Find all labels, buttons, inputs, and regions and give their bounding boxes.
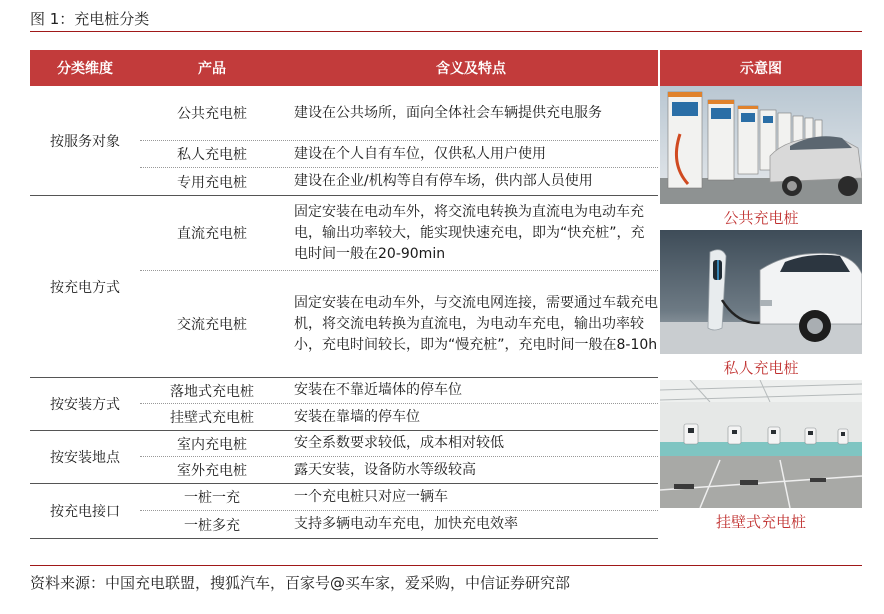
- figure-title: 图 1：充电桩分类: [30, 10, 150, 28]
- table-row: [140, 141, 658, 168]
- dimension-label: 按安装地点: [50, 450, 120, 466]
- product-label: 公共充电桩: [177, 106, 247, 122]
- dimension-label: 按服务对象: [50, 133, 120, 150]
- product-desc: 建设在公共场所，面向全体社会车辆提供充电服务: [294, 104, 602, 121]
- product-desc: 安装在不靠近墙体的停车位: [294, 382, 462, 398]
- table-row: [140, 196, 658, 271]
- product-label: 专用充电桩: [177, 174, 247, 191]
- product-label: 挂壁式充电桩: [170, 410, 254, 426]
- product-desc: 建设在企业/机构等自有停车场，供内部人员使用: [294, 173, 593, 189]
- header-image: 示意图: [660, 50, 862, 86]
- illustration-column: [660, 50, 862, 534]
- caption-public: 公共充电桩: [723, 208, 799, 227]
- group-installation-type: [30, 378, 658, 431]
- product-desc: 建设在个人自有车位，仅供私人用户使用: [294, 145, 546, 162]
- table-row: [140, 457, 658, 483]
- public-charger-photo: [660, 86, 862, 204]
- group-charging-method: [30, 196, 658, 378]
- top-rule: [30, 31, 862, 32]
- table-row: [140, 511, 658, 538]
- product-label: 一桩一充: [184, 490, 240, 506]
- wall-charger-photo: [660, 380, 862, 508]
- header-meaning: 含义及特点: [436, 61, 506, 77]
- table-row: [140, 378, 658, 404]
- caption-wall: 挂壁式充电桩: [715, 512, 806, 531]
- product-desc: 支持多辆电动车充电，加快充电效率: [294, 516, 518, 532]
- header-product: 产品: [198, 61, 226, 77]
- table-row: [140, 168, 658, 195]
- private-charger-photo: [660, 230, 862, 354]
- dimension-label: 按充电方式: [50, 279, 120, 296]
- table-row: [140, 404, 658, 430]
- product-desc: 一个充电桩只对应一辆车: [294, 488, 448, 505]
- product-label: 一桩多充: [184, 517, 240, 534]
- caption-private: 私人充电桩: [723, 358, 799, 377]
- product-label: 落地式充电桩: [170, 383, 254, 400]
- dimension-label: 按充电接口: [50, 504, 120, 520]
- table-row: [140, 271, 658, 377]
- product-label: 直流充电桩: [177, 226, 247, 242]
- product-desc: 露天安装，设备防水等级较高: [294, 461, 476, 478]
- table-header: [30, 50, 658, 86]
- group-charging-interface: [30, 484, 658, 539]
- group-installation-location: [30, 431, 658, 484]
- header-dimension: 分类维度: [57, 61, 113, 77]
- bottom-rule: [30, 565, 862, 566]
- dimension-label: 按安装方式: [50, 397, 120, 413]
- source-note: 资料来源：中国充电联盟，搜狐汽车，百家号@买车家，爱采购，中信证券研究部: [30, 574, 571, 592]
- table-row: [140, 86, 658, 141]
- product-desc: 安装在靠墙的停车位: [294, 408, 420, 425]
- product-label: 室内充电桩: [177, 436, 247, 453]
- product-desc: 固定安装在电动车外，将交流电转换为直流电为电动车充电，输出功率较大，能实现快速充电，即为“快充桩”，充电时间一般在20-90min: [294, 203, 645, 262]
- table-row: [140, 484, 658, 511]
- group-service-target: [30, 86, 658, 196]
- classification-table: [30, 50, 658, 539]
- product-desc: 安全系数要求较低，成本相对较低: [294, 435, 504, 451]
- product-label: 交流充电桩: [177, 317, 247, 333]
- table-row: [140, 431, 658, 457]
- product-desc: 固定安装在电动车外，与交流电网连接，需要通过车载充电机，将交流电转换为直流电，为电动车充电，输出功率较小，充电时间较长，即为“慢充桩”，充电时间一般在8-10h: [294, 294, 658, 353]
- product-label: 室外充电桩: [177, 463, 247, 479]
- product-label: 私人充电桩: [177, 147, 247, 163]
